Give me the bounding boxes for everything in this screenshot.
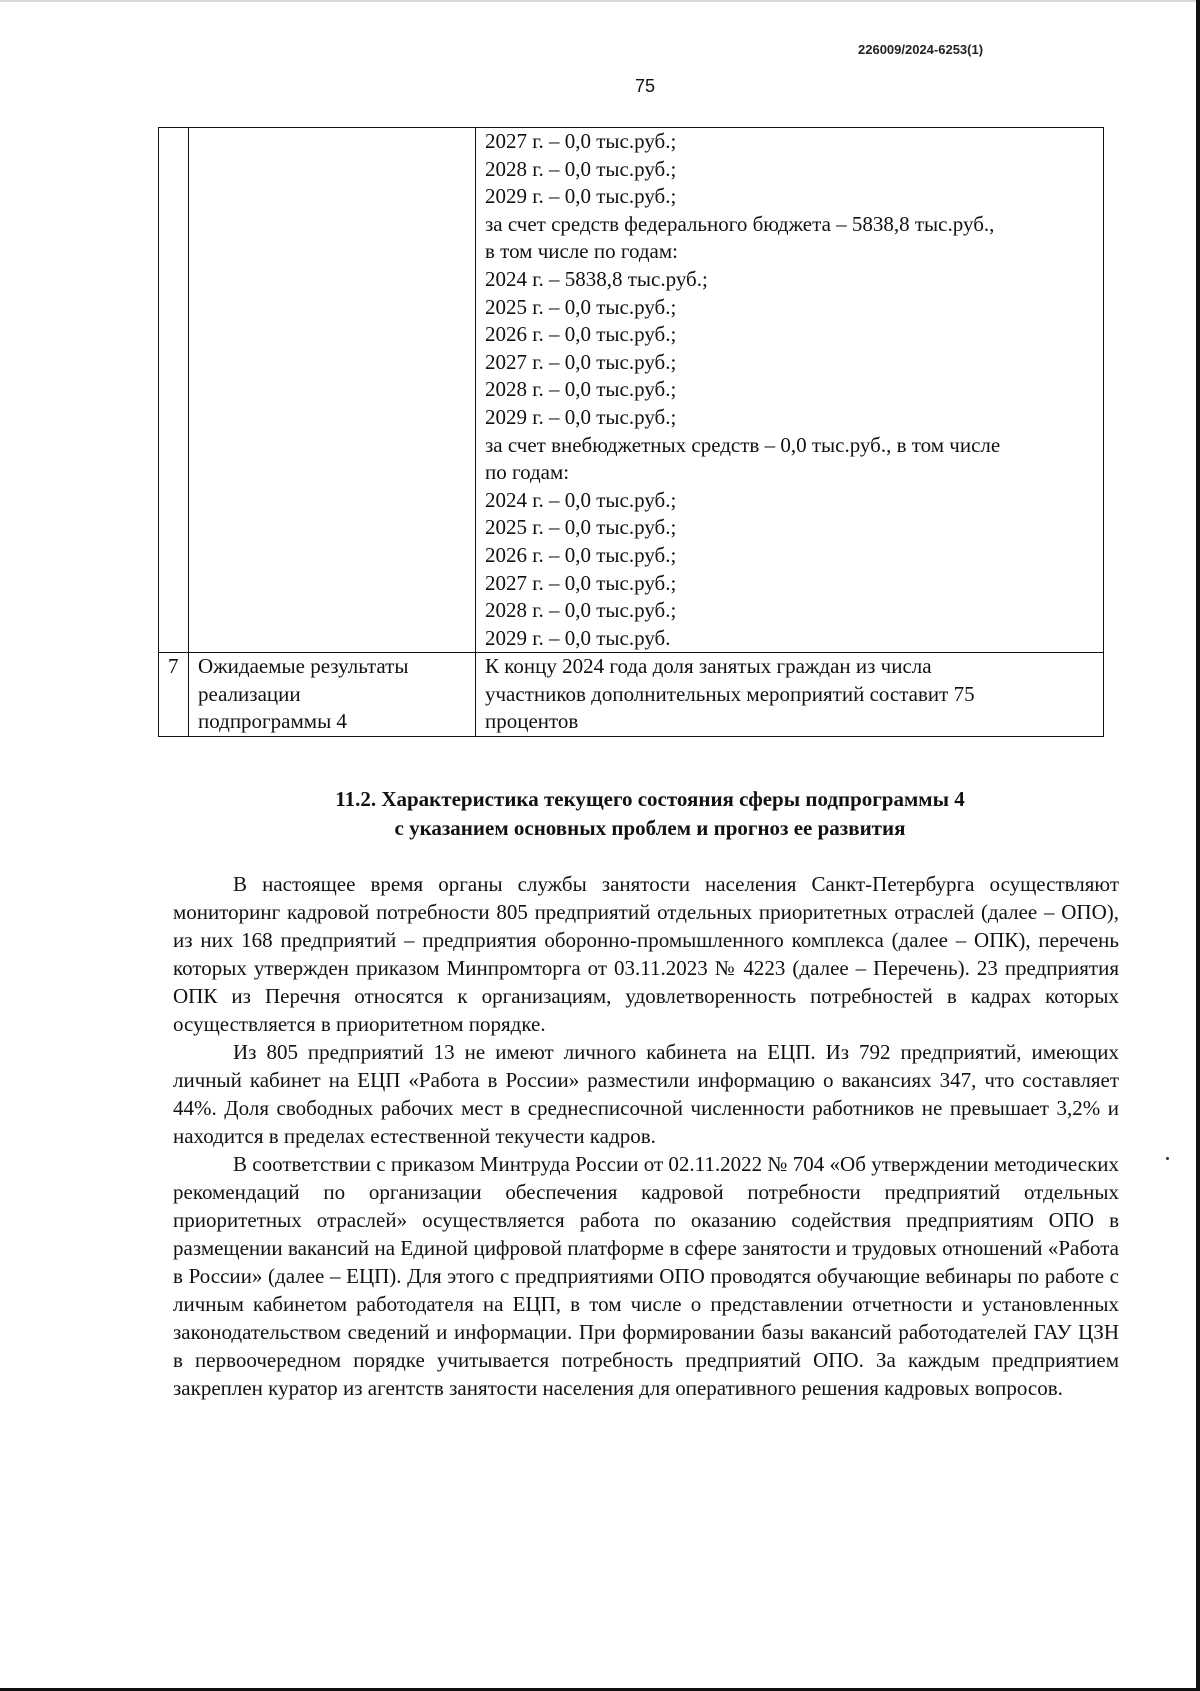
financing-line: по годам: xyxy=(485,460,570,485)
financing-line: 2027 г. – 0,0 тыс.руб.; xyxy=(485,349,677,374)
page-number: 75 xyxy=(634,76,656,96)
scan-speck xyxy=(1166,1157,1169,1160)
section-heading xyxy=(150,785,1150,843)
financing-line: 2024 г. – 5838,8 тыс.руб.; xyxy=(485,266,708,291)
label-line: подпрограммы 4 xyxy=(198,709,347,734)
section-heading-line: с указанием основных проблем и прогноз ее развития xyxy=(394,816,906,840)
financing-line: в том числе по годам: xyxy=(485,239,678,264)
financing-line: 2026 г. – 0,0 тыс.руб.; xyxy=(485,542,677,567)
document-registration-number: 226009/2024-6253(1) xyxy=(858,42,984,57)
financing-line: 2024 г. – 0,0 тыс.руб.; xyxy=(485,487,677,512)
table-row-expected-results xyxy=(159,653,1104,737)
row-number: 7 xyxy=(159,653,189,737)
financing-line: 2029 г. – 0,0 тыс.руб.; xyxy=(485,184,677,209)
section-heading-line: 11.2. Характеристика текущего состояния сферы подпрограммы 4 xyxy=(335,787,965,811)
paragraph: Из 805 предприятий 13 не имеют личного кабинета на ЕЦП. Из 792 предприятий, имеющих личный кабинет на ЕЦП «Работа в России» разместили информацию о вакансиях 347, что составляет 44%. Доля свободных рабочих мест в среднесписочной численности работников не превышает 3,2% и находится в пределах естественной текучести кадров. xyxy=(173,1040,1119,1148)
financing-line: 2025 г. – 0,0 тыс.руб.; xyxy=(485,515,677,540)
label-line: Ожидаемые результаты xyxy=(198,654,409,679)
section-body xyxy=(173,870,1119,1402)
financing-breakdown-cell xyxy=(476,128,1104,653)
scan-edge-top xyxy=(0,0,1200,2)
table-cell-label xyxy=(189,128,476,653)
financing-line: 2029 г. – 0,0 тыс.руб.; xyxy=(485,404,677,429)
expected-results-label xyxy=(189,653,476,737)
value-line: процентов xyxy=(485,709,579,734)
value-line: участников дополнительных мероприятий составит 75 xyxy=(485,681,975,706)
label-line: реализации xyxy=(198,681,301,706)
financing-line: за счет средств федерального бюджета – 5838,8 тыс.руб., xyxy=(485,211,995,236)
financing-line: 2026 г. – 0,0 тыс.руб.; xyxy=(485,322,677,347)
paragraph: В настоящее время органы службы занятости населения Санкт-Петербурга осуществляют мониторинг кадровой потребности 805 предприятий отдельных приоритетных отраслей (далее – ОПО), из них 168 предприятий – предприятия оборонно-промышленного комплекса (далее – ОПК), перечень которых утвержден приказом Минпромторга от 03.11.2023 № 4223 (далее – Перечень). 23 предприятия ОПК из Перечня относятся к организациям, удовлетворенность потребностей в кадрах которых осуществляется в приоритетном порядке. xyxy=(173,872,1119,1036)
paragraph: В соответствии с приказом Минтруда России от 02.11.2022 № 704 «Об утверждении методических рекомендаций по организации обеспечения кадровой потребности предприятий отдельных приоритетных отраслей» осуществляется работа по оказанию содействия предприятиям ОПО в размещении вакансий на Единой цифровой платформе в сфере занятости и трудовых отношений «Работа в России» (далее – ЕЦП). Для этого с предприятиями ОПО проводятся обучающие вебинары по работе с личным кабинетом работодателя на ЕЦП, в том числе о представлении отчетности и установленных законодательством сведений и информации. При формировании базы вакансий работодателей ГАУ ЦЗН в первоочередном порядке учитывается потребность предприятий ОПО. За каждым предприятием закреплен куратор из агентств занятости населения для оперативного решения кадровых вопросов. xyxy=(173,1152,1119,1400)
subprogram-passport-table xyxy=(158,127,1104,737)
financing-line: 2028 г. – 0,0 тыс.руб.; xyxy=(485,598,677,623)
table-row-continuation xyxy=(159,128,1104,653)
expected-results-value xyxy=(476,653,1104,737)
value-line: К концу 2024 года доля занятых граждан из числа xyxy=(485,654,932,679)
table-cell-number xyxy=(159,128,189,653)
financing-line: 2028 г. – 0,0 тыс.руб.; xyxy=(485,156,677,181)
financing-line: 2025 г. – 0,0 тыс.руб.; xyxy=(485,294,677,319)
scan-edge-right xyxy=(1196,0,1200,1691)
financing-line: 2027 г. – 0,0 тыс.руб.; xyxy=(485,570,677,595)
financing-line: 2027 г. – 0,0 тыс.руб.; xyxy=(485,129,677,153)
financing-line: 2029 г. – 0,0 тыс.руб. xyxy=(485,625,671,650)
financing-line: 2028 г. – 0,0 тыс.руб.; xyxy=(485,377,677,402)
financing-line: за счет внебюджетных средств – 0,0 тыс.руб., в том числе xyxy=(485,432,1001,457)
